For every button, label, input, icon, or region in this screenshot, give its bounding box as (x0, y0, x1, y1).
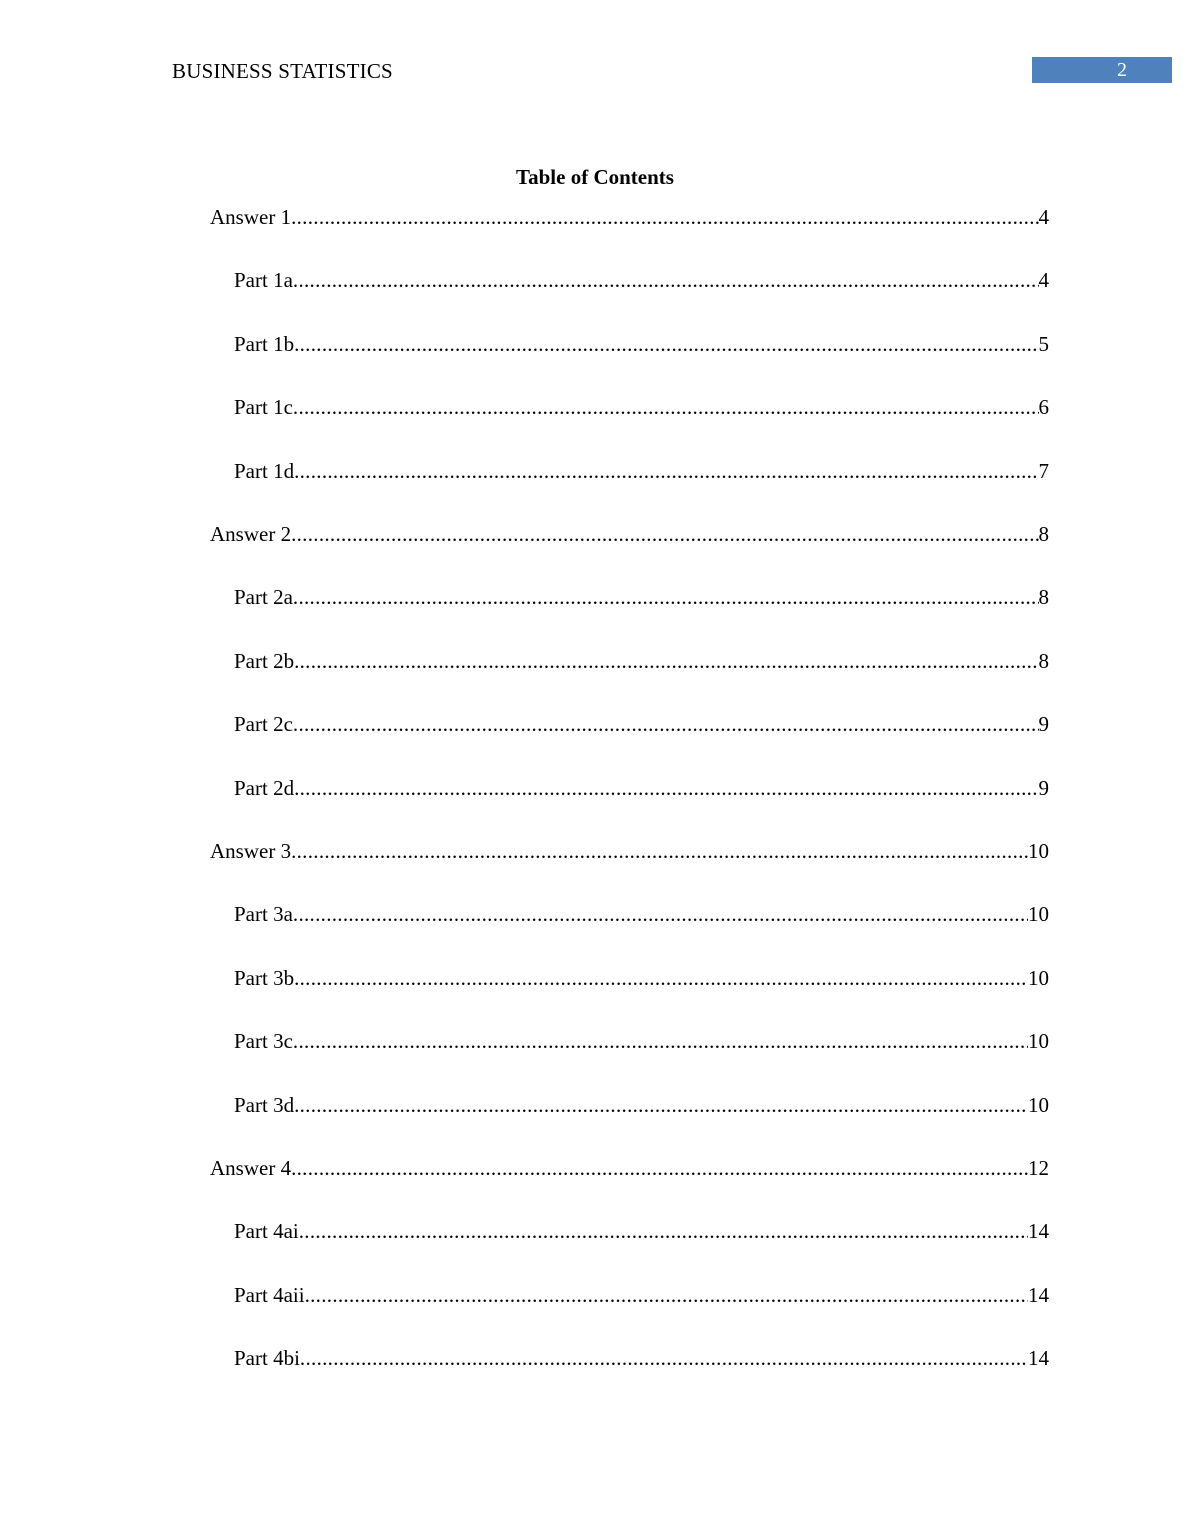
toc-entry-page: 8 (1038, 585, 1049, 609)
toc-dot-leader (293, 267, 1039, 293)
toc-entry-page: 14 (1028, 1283, 1049, 1307)
toc-entry-label: Part 1c (234, 395, 293, 419)
toc-dot-leader (291, 204, 1038, 230)
toc-dot-leader (300, 1345, 1028, 1371)
toc-entry-label: Answer 4 (210, 1156, 292, 1180)
toc-dot-leader (293, 711, 1039, 737)
toc-dot-leader (299, 1218, 1028, 1244)
toc-entry-page: 8 (1038, 522, 1049, 546)
toc-entry-label: Part 4aii (234, 1283, 305, 1307)
page-number: 2 (1117, 59, 1127, 81)
toc-entry-page: 10 (1028, 966, 1049, 990)
toc-entry-page: 10 (1028, 839, 1049, 863)
toc-dot-leader (293, 394, 1039, 420)
toc-dot-leader (294, 1092, 1028, 1118)
toc-entry-label: Answer 1 (210, 205, 292, 229)
toc-entry[interactable] (234, 584, 1049, 610)
toc-entry-label: Part 3c (234, 1029, 293, 1053)
toc-entry[interactable] (234, 1282, 1049, 1308)
toc-entry-label: Part 1d (234, 459, 295, 483)
toc-entry-label: Part 2b (234, 649, 295, 673)
toc-entry-label: Part 3b (234, 966, 295, 990)
page-number-box (1032, 57, 1172, 83)
toc-title: Table of Contents (516, 165, 674, 189)
toc-dot-leader (291, 521, 1038, 547)
toc-entry[interactable] (234, 331, 1049, 357)
toc-dot-leader (291, 1155, 1028, 1181)
header-title: BUSINESS STATISTICS (172, 59, 393, 83)
toc-entry[interactable] (234, 1028, 1049, 1054)
toc-entry[interactable] (234, 965, 1049, 991)
toc-entry-page: 12 (1028, 1156, 1049, 1180)
toc-entry[interactable] (234, 267, 1049, 293)
toc-entry-page: 10 (1028, 1093, 1049, 1117)
toc-entry-label: Answer 3 (210, 839, 292, 863)
toc-dot-leader (294, 965, 1028, 991)
toc-entry-page: 6 (1038, 395, 1049, 419)
toc-entry-label: Answer 2 (210, 522, 292, 546)
toc-entry[interactable] (234, 648, 1049, 674)
toc-entry-page: 4 (1038, 205, 1049, 229)
toc-entry[interactable] (234, 901, 1049, 927)
toc-dot-leader (293, 1028, 1028, 1054)
toc-entry[interactable] (234, 1092, 1049, 1118)
toc-entry-label: Part 4bi (234, 1346, 300, 1370)
toc-entry-label: Part 1a (234, 268, 293, 292)
toc-dot-leader (294, 331, 1038, 357)
toc-entry-page: 8 (1038, 649, 1049, 673)
toc-dot-leader (293, 584, 1039, 610)
toc-entry-page: 10 (1028, 902, 1049, 926)
toc-entry[interactable] (210, 204, 1049, 230)
toc-dot-leader (293, 901, 1028, 927)
toc-entry-label: Part 2d (234, 776, 295, 800)
toc-entry-label: Part 2c (234, 712, 293, 736)
toc-entry-page: 9 (1038, 776, 1049, 800)
toc-entry[interactable] (234, 458, 1049, 484)
toc-entry-label: Part 1b (234, 332, 295, 356)
toc-entry-page: 5 (1038, 332, 1049, 356)
toc-entry[interactable] (234, 1345, 1049, 1371)
toc-entry-page: 4 (1038, 268, 1049, 292)
toc-entry[interactable] (210, 521, 1049, 547)
toc-dot-leader (294, 458, 1038, 484)
toc-entry[interactable] (234, 1218, 1049, 1244)
toc-entry-label: Part 2a (234, 585, 293, 609)
toc-entry-page: 10 (1028, 1029, 1049, 1053)
toc-entry-page: 14 (1028, 1346, 1049, 1370)
toc-entry-label: Part 3a (234, 902, 293, 926)
toc-dot-leader (305, 1282, 1028, 1308)
toc-dot-leader (291, 838, 1028, 864)
toc-dot-leader (294, 648, 1038, 674)
toc-entry-label: Part 3d (234, 1093, 295, 1117)
toc-entry-page: 9 (1038, 712, 1049, 736)
toc-entry-page: 14 (1028, 1219, 1049, 1243)
toc-entry-label: Part 4ai (234, 1219, 299, 1243)
toc-entry[interactable] (210, 838, 1049, 864)
toc-dot-leader (294, 775, 1038, 801)
toc-entry[interactable] (234, 711, 1049, 737)
toc-entry[interactable] (234, 394, 1049, 420)
toc-entry[interactable] (210, 1155, 1049, 1181)
toc-entry-page: 7 (1038, 459, 1049, 483)
toc-entry[interactable] (234, 775, 1049, 801)
